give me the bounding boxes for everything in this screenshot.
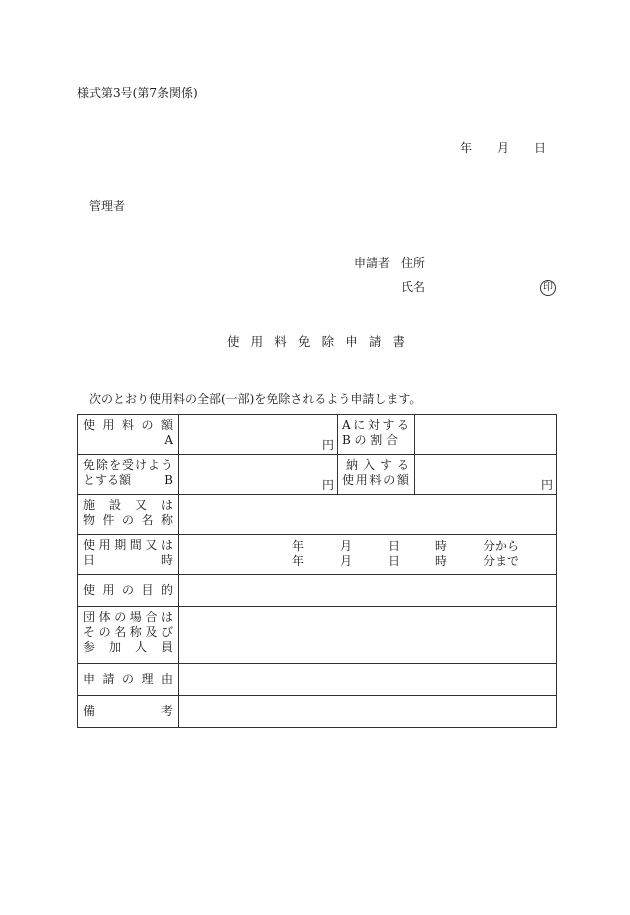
yen-unit: 円	[321, 478, 334, 492]
table-row	[78, 696, 557, 728]
application-table	[77, 414, 557, 728]
purpose-label: 使 用 の 目 的	[78, 575, 179, 607]
period-input[interactable]: 年 月 日 時 分から 年 月 日 時 分まで	[179, 535, 557, 575]
address-label: 住所	[401, 256, 426, 270]
purpose-input[interactable]	[179, 575, 557, 607]
fee-amount-input[interactable]	[179, 415, 338, 455]
table-row	[78, 495, 557, 535]
fee-amount-mark: A	[164, 433, 173, 447]
yen-unit: 円	[321, 438, 334, 452]
facility-label: 施 設 又 は 物 件 の 名 称	[78, 495, 179, 535]
period-from: 分から	[483, 539, 520, 553]
date-day-label: 日	[534, 141, 547, 155]
date-month-label: 月	[497, 141, 510, 155]
facility-input[interactable]	[179, 495, 557, 535]
seal-icon	[540, 279, 556, 296]
exempt-amount-label: 免 除 を 受 け よ う とする額 B	[78, 455, 179, 495]
name-label: 氏名	[401, 280, 426, 294]
reason-input[interactable]	[179, 664, 557, 696]
page-title: 使 用 料 免 除 申 請 書	[227, 334, 405, 349]
table-row	[78, 575, 557, 607]
ratio-input[interactable]	[415, 415, 557, 455]
exempt-amount-input[interactable]	[179, 455, 338, 495]
date-year-label: 年	[460, 141, 473, 155]
addressee: 管理者	[89, 199, 126, 213]
table-row	[78, 535, 557, 575]
table-row	[78, 664, 557, 696]
period-to: 分まで	[483, 554, 520, 568]
reason-label: 申 請 の 理 由	[78, 664, 179, 696]
form-number: 様式第3号(第7条関係)	[77, 86, 198, 100]
applicant-label: 申請者	[354, 256, 391, 270]
intro-text: 次のとおり使用料の全部(一部)を免除されるよう申請します。	[89, 392, 422, 406]
payable-fee-input[interactable]	[415, 455, 557, 495]
ratio-label: A に 対 す る B の 割 合	[338, 415, 415, 455]
exempt-amount-mark: B	[164, 473, 173, 487]
group-input[interactable]	[179, 607, 557, 664]
yen-unit: 円	[540, 478, 553, 492]
seal-mark: 印	[540, 280, 556, 296]
fee-amount-label: 使 用 料 の 額 A	[78, 415, 179, 455]
remarks-input[interactable]	[179, 696, 557, 728]
table-row	[78, 455, 557, 495]
payable-fee-label: 納 入 す る 使 用 料 の 額	[338, 455, 415, 495]
table-row	[78, 607, 557, 664]
table-row	[78, 415, 557, 455]
group-label: 団 体 の 場 合 は そ の 名 称 及 び 参 加 人 員	[78, 607, 179, 664]
remarks-label: 備 考	[78, 696, 179, 728]
period-label: 使 用 期 間 又 は 日 時	[78, 535, 179, 575]
